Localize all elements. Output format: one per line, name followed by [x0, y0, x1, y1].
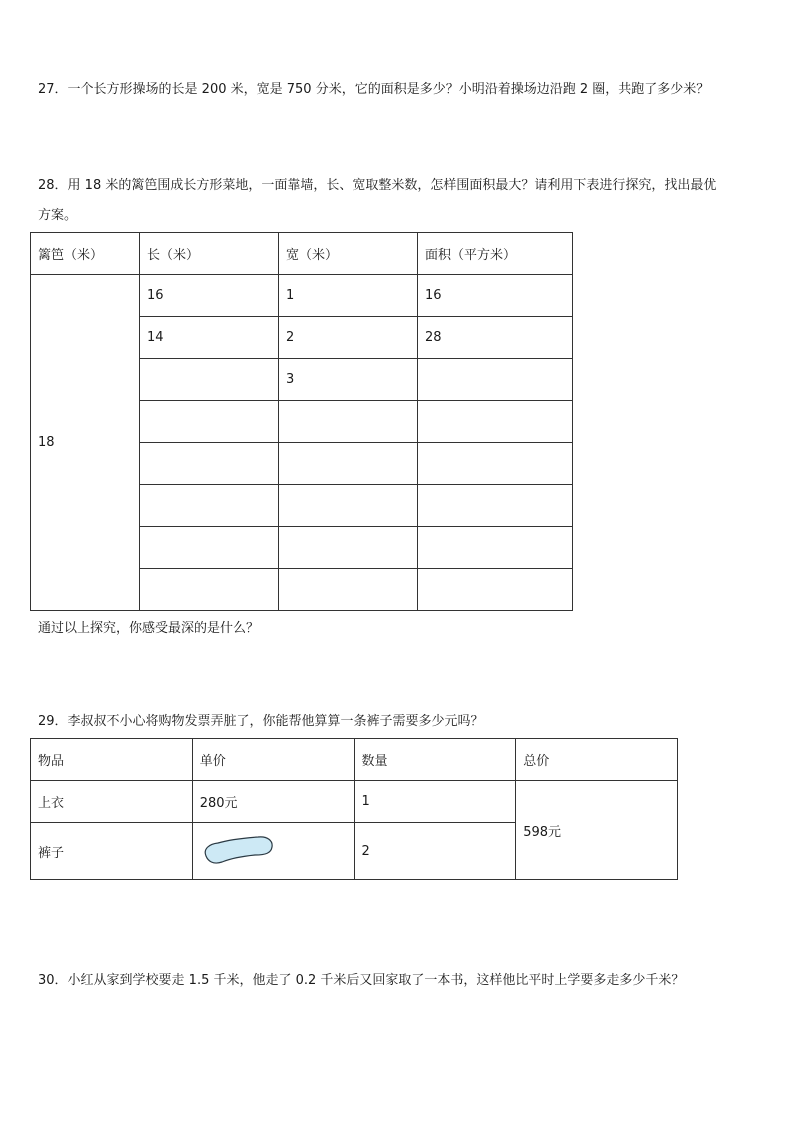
- question-30: 30．小红从家到学校要走 1.5 千米，他走了 0.2 千米后又回家取了一本书，这样他比平时上学要多走多少千米？: [38, 973, 685, 988]
- header-unit-price: 单价: [192, 739, 354, 781]
- table-header-row: [31, 739, 678, 781]
- width-cell: 2: [279, 317, 418, 359]
- question-28-line-1: 28．用 18 米的篱笆围成长方形菜地，一面靠墙，长、宽取整米数，怎样围面积最大？请利用下表进行探究，找出最优: [38, 178, 717, 193]
- area-cell: 16: [418, 275, 573, 317]
- header-total: 总价: [516, 739, 678, 781]
- width-cell[interactable]: [279, 527, 418, 569]
- header-fence: 篱笆（米）: [31, 233, 140, 275]
- item-cell: 上衣: [31, 781, 193, 823]
- width-cell: 1: [279, 275, 418, 317]
- table-header-row: [31, 233, 573, 275]
- area-cell[interactable]: [418, 359, 573, 401]
- fence-value-cell: 18: [31, 275, 140, 611]
- item-cell: 裤子: [31, 823, 193, 880]
- width-cell[interactable]: [279, 569, 418, 611]
- question-28-followup: 通过以上探究，你感受最深的是什么？: [38, 621, 260, 636]
- ink-smudge-icon: [200, 834, 274, 868]
- question-29: 29．李叔叔不小心将购物发票弄脏了，你能帮他算算一条裤子需要多少元吗？: [38, 714, 484, 729]
- question-28-line-2: 方案。: [38, 208, 78, 223]
- header-length: 长（米）: [140, 233, 279, 275]
- header-quantity: 数量: [354, 739, 516, 781]
- width-cell[interactable]: [279, 485, 418, 527]
- header-item: 物品: [31, 739, 193, 781]
- length-cell: 16: [140, 275, 279, 317]
- width-cell: 3: [279, 359, 418, 401]
- length-cell: 14: [140, 317, 279, 359]
- question-27: 27．一个长方形操场的长是 200 米，宽是 750 分米，它的面积是多少？小明沿着操场边沿跑 2 圈，共跑了多少米？: [38, 82, 710, 97]
- width-cell[interactable]: [279, 401, 418, 443]
- area-cell[interactable]: [418, 485, 573, 527]
- area-cell: 28: [418, 317, 573, 359]
- header-width: 宽（米）: [279, 233, 418, 275]
- price-cell: 280元: [192, 781, 354, 823]
- area-cell[interactable]: [418, 569, 573, 611]
- length-cell[interactable]: [140, 401, 279, 443]
- quantity-cell: 1: [354, 781, 516, 823]
- table-row: [31, 781, 678, 823]
- table-row: [31, 275, 573, 317]
- total-cell: 598元: [516, 781, 678, 880]
- length-cell[interactable]: [140, 359, 279, 401]
- area-cell[interactable]: [418, 443, 573, 485]
- fence-exploration-table: [30, 232, 573, 611]
- price-cell-smudged: [192, 823, 354, 880]
- invoice-table: [30, 738, 678, 880]
- width-cell[interactable]: [279, 443, 418, 485]
- header-area: 面积（平方米）: [418, 233, 573, 275]
- length-cell[interactable]: [140, 485, 279, 527]
- length-cell[interactable]: [140, 443, 279, 485]
- length-cell[interactable]: [140, 569, 279, 611]
- area-cell[interactable]: [418, 527, 573, 569]
- quantity-cell: 2: [354, 823, 516, 880]
- length-cell[interactable]: [140, 527, 279, 569]
- area-cell[interactable]: [418, 401, 573, 443]
